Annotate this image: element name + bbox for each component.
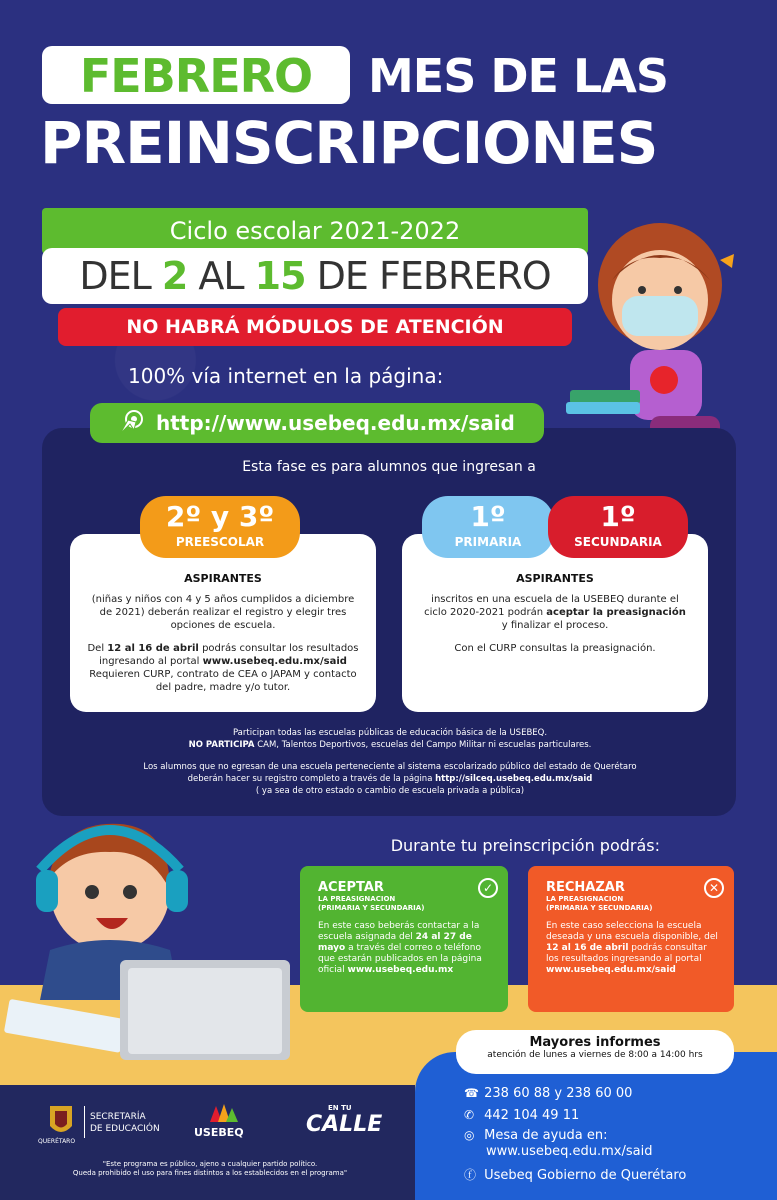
secundaria-level: SECUNDARIA bbox=[574, 535, 662, 549]
accept-box bbox=[300, 866, 508, 1012]
accept-title: ACEPTAR bbox=[318, 880, 384, 895]
online-text: 100% vía internet en la página: bbox=[128, 364, 444, 388]
office-hours: atención de lunes a viernes de 8:00 a 14:00 hrs bbox=[487, 1050, 703, 1060]
preescolar-badge bbox=[140, 496, 300, 558]
phone-number: 238 60 88 y 238 60 00 bbox=[484, 1086, 633, 1101]
educacion-text: DE EDUCACIÓN bbox=[90, 1124, 160, 1134]
more-info-title: Mayores informes bbox=[529, 1035, 661, 1050]
accept-sub1: LA PREASIGNACION bbox=[318, 895, 396, 903]
secundaria-badge bbox=[548, 496, 688, 558]
title-febrero: FEBRERO bbox=[79, 49, 313, 103]
facebook-icon: ⓕ bbox=[464, 1168, 477, 1182]
queretaro-text: QUERÉTARO bbox=[38, 1138, 76, 1145]
title-preinscripciones: PREINSCRIPCIONES bbox=[40, 109, 658, 177]
primaria-secundaria-card bbox=[402, 534, 708, 712]
note-silceq: deberán hacer su registro completo a través de la página http://silceq.usebeq.edu.mx/said bbox=[187, 774, 593, 784]
dates-suffix: DE FEBRERO bbox=[316, 254, 551, 298]
more-info-pill bbox=[456, 1030, 734, 1074]
during-label: Durante tu preinscripción podrás: bbox=[390, 836, 660, 855]
help-desk-url[interactable]: www.usebeq.edu.mx/said bbox=[486, 1144, 653, 1159]
usebeq-logo-icon bbox=[206, 1102, 240, 1124]
primaria-grade: 1º bbox=[470, 500, 506, 533]
note-participants: Participan todas las escuelas públicas de educación básica de la USEBEQ. bbox=[232, 728, 548, 738]
note-external-students: Los alumnos que no egresan de una escuela perteneciente al sistema escolarizado público del estado de Querétaro bbox=[143, 762, 637, 772]
legal-notice bbox=[10, 1160, 410, 1178]
globe-icon: ◎ bbox=[464, 1128, 475, 1142]
preescolar-card bbox=[70, 534, 376, 712]
close-icon: ✕ bbox=[704, 878, 724, 898]
note-not-participating: NO PARTICIPA CAM, Talentos Deportivos, escuelas del Campo Militar ni escuelas particulares. bbox=[188, 740, 592, 750]
dates-box bbox=[42, 248, 588, 304]
whatsapp-icon: ✆ bbox=[464, 1108, 475, 1122]
reject-title: RECHAZAR bbox=[546, 880, 625, 895]
aspirantes-heading: ASPIRANTES bbox=[516, 572, 594, 585]
primaria-badge bbox=[422, 496, 554, 558]
facebook-name: Usebeq Gobierno de Querétaro bbox=[484, 1168, 687, 1183]
dates-mid: AL bbox=[198, 254, 244, 298]
legal-line-1: "Este programa es público, ajeno a cualquier partido político. bbox=[102, 1160, 318, 1168]
note-private: ( ya sea de otro estado o cambio de escuela privada a pública) bbox=[255, 786, 525, 796]
secretaria-text: SECRETARÍA bbox=[90, 1112, 146, 1122]
day-end: 15 bbox=[254, 254, 306, 298]
preescolar-p1: (niñas y niños con 4 y 5 años cumplidos a diciembre de 2021) deberán realizar el registro y elegir tres opciones de escuela. bbox=[91, 594, 355, 631]
usebeq-logo-text: USEBEQ bbox=[194, 1126, 244, 1139]
help-desk-label: Mesa de ayuda en: bbox=[484, 1128, 608, 1143]
school-cycle-label: Ciclo escolar 2021-2022 bbox=[42, 208, 588, 254]
entu-text: EN TU bbox=[328, 1104, 352, 1112]
legal-line-2: Queda prohibido el uso para fines distintos a los establecidos en el programa" bbox=[72, 1169, 348, 1177]
calle-logo: CALLE bbox=[306, 1112, 383, 1137]
whatsapp-number: 442 104 49 11 bbox=[484, 1108, 580, 1123]
phone-icon: ☎ bbox=[464, 1086, 479, 1100]
no-modules-banner: NO HABRÁ MÓDULOS DE ATENCIÓN bbox=[58, 308, 572, 346]
phase-text: Esta fase es para alumnos que ingresan a bbox=[242, 459, 536, 475]
whatsapp-contact bbox=[464, 1108, 579, 1123]
click-cursor-icon bbox=[116, 408, 146, 438]
reject-sub1: LA PREASIGNACION bbox=[546, 895, 624, 903]
accept-sub2: (PRIMARIA Y SECUNDARIA) bbox=[318, 904, 425, 912]
boy-illustration bbox=[0, 800, 300, 1070]
queretaro-seal-logo bbox=[46, 1104, 76, 1138]
preescolar-level: PREESCOLAR bbox=[175, 535, 265, 549]
facebook-contact[interactable] bbox=[464, 1166, 686, 1183]
title-mes-de-las: MES DE LAS bbox=[368, 49, 669, 103]
phone-contact bbox=[464, 1086, 632, 1101]
check-icon: ✓ bbox=[478, 878, 498, 898]
dates-prefix: DEL bbox=[79, 254, 151, 298]
logo-divider bbox=[84, 1106, 85, 1138]
preescolar-grade: 2º y 3º bbox=[165, 500, 275, 533]
secundaria-grade: 1º bbox=[600, 500, 636, 533]
accept-text: En este caso beberás contactar a la escuela asignada del 24 al 27 de mayo a través del correo o teléfono que estarán publicados en la página oficial www.usebeq.edu.mx bbox=[318, 921, 482, 975]
reject-text: En este caso selecciona la escuela deseada y una escuela disponible, del 12 al 16 de abril podrás consultar los resultados ingresando al portal www.usebeq.edu.mx/said bbox=[546, 921, 718, 975]
preescolar-p2: Del 12 al 16 de abril podrás consultar los resultados ingresando al portal www.usebeq.edu.mx/said Requieren CURP, contrato de CEA o JAPAM y contacto del padre, madre y/o tutor. bbox=[87, 643, 359, 693]
primaria-level: PRIMARIA bbox=[454, 535, 522, 549]
aspirantes-p2: Con el CURP consultas la preasignación. bbox=[454, 643, 656, 654]
said-url-link[interactable]: http://www.usebeq.edu.mx/said bbox=[90, 403, 544, 443]
help-desk-contact bbox=[464, 1128, 607, 1143]
preescolar-heading: ASPIRANTES bbox=[184, 572, 262, 585]
aspirantes-p1: inscritos en una escuela de la USEBEQ durante el ciclo 2020-2021 podrán aceptar la preasignación y finalizar el proceso. bbox=[424, 594, 686, 631]
reject-sub2: (PRIMARIA Y SECUNDARIA) bbox=[546, 904, 653, 912]
day-start: 2 bbox=[161, 254, 188, 298]
